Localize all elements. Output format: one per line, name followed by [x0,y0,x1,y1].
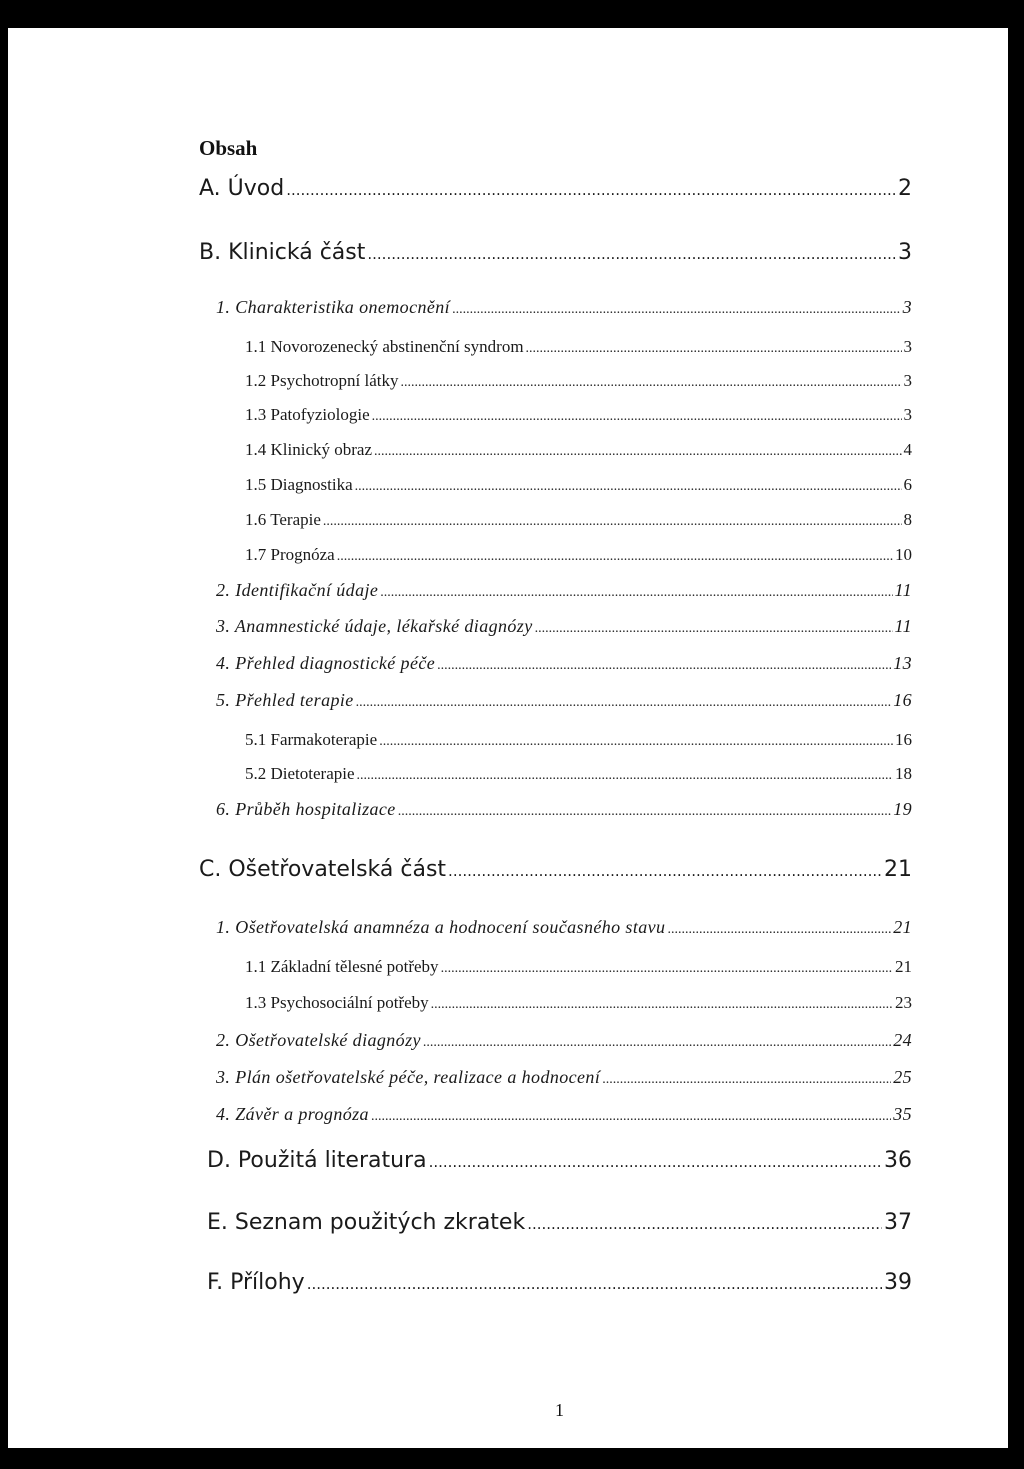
toc-entry-page: 24 [893,1030,912,1050]
toc-entry-page: 3 [903,337,912,356]
toc-entry-title: 1.7 Prognóza [245,545,335,564]
toc-leader-dots [667,922,891,938]
toc-entry-page: 11 [894,616,912,636]
toc-entry-page: 21 [884,857,912,882]
toc-entry-literature [207,1148,912,1173]
toc-entry-page: 18 [895,764,912,783]
toc-leader-dots [372,409,902,425]
toc-entry [216,1104,912,1125]
toc-entry-title: 1.6 Terapie [245,510,321,529]
toc-entry [216,1067,912,1088]
toc-leader-dots [448,862,882,880]
toc-entry [245,730,912,750]
toc-entry-title: 1.4 Klinický obraz [245,440,372,459]
toc-leader-dots [423,1035,891,1051]
toc-entry [245,371,912,391]
toc-leader-dots [535,621,893,637]
toc-leader-dots [356,695,892,711]
toc-entry [245,337,912,357]
toc-leader-dots [367,245,896,263]
toc-leader-dots [323,514,902,530]
toc-entry-title: A. Úvod [199,176,285,201]
toc-leader-dots [337,549,893,565]
toc-heading: Obsah [199,136,258,160]
toc-entry-abbreviations [207,1210,912,1235]
toc-entry-title: 4. Přehled diagnostické péče [216,653,436,673]
toc-leader-dots [379,734,893,750]
toc-entry [245,764,912,784]
toc-entry-page: 2 [898,176,912,201]
toc-entry-page: 37 [884,1210,912,1235]
toc-entry-title: F. Přílohy [207,1270,305,1295]
toc-entry [245,545,912,565]
toc-entry-page: 36 [884,1148,912,1173]
toc-entry-page: 3 [903,371,912,390]
toc-entry-page: 3 [903,405,912,424]
toc-entry-page: 23 [895,993,912,1012]
toc-entry-page: 25 [893,1067,912,1087]
toc-entry [216,690,912,711]
toc-entry-title: D. Použitá literatura [207,1148,427,1173]
toc-entry-clinical [199,240,912,265]
toc-entry-intro [199,176,912,201]
toc-leader-dots [398,804,892,820]
toc-entry-page: 3 [898,240,912,265]
toc-leader-dots [374,444,902,460]
toc-entry-title: 1.3 Psychosociální potřeby [245,993,429,1012]
toc-entry-title: 1.1 Základní tělesné potřeby [245,957,439,976]
toc-entry-title: 1. Ošetřovatelská anamnéza a hodnocení současného stavu [216,917,666,937]
toc-entry [216,917,912,938]
toc-entry-title: C. Ošetřovatelská část [199,857,447,882]
toc-leader-dots [431,997,893,1013]
toc-entry [245,957,912,977]
toc-entry-appendices [207,1270,912,1295]
toc-entry-title: E. Seznam použitých zkratek [207,1210,526,1235]
toc-entry-page: 10 [895,545,912,564]
toc-entry-page: 19 [893,799,912,819]
toc-entry [216,297,912,318]
page-number: 1 [555,1400,564,1420]
toc-entry-title: 1.5 Diagnostika [245,475,353,494]
toc-entry-page: 8 [903,510,912,529]
toc-entry [216,580,912,601]
toc-leader-dots [452,302,901,318]
toc-entry-title: 2. Identifikační údaje [216,580,379,600]
toc-entry-page: 3 [902,297,912,317]
toc-entry-title: 1.2 Psychotropní látky [245,371,399,390]
toc-entry-title: 5. Přehled terapie [216,690,354,710]
toc-leader-dots [429,1153,882,1171]
toc-entry-title: 3. Plán ošetřovatelské péče, realizace a hodnocení [216,1067,601,1087]
toc-entry [216,653,912,674]
toc-leader-dots [371,1109,891,1125]
toc-entry-title: 4. Závěr a prognóza [216,1104,369,1124]
toc-entry-title: B. Klinická část [199,240,366,265]
toc-entry-page: 11 [894,580,912,600]
toc-leader-dots [307,1275,882,1293]
toc-entry-title: 6. Průběh hospitalizace [216,799,396,819]
toc-entry-nursing [199,857,912,882]
toc-entry [216,1030,912,1051]
toc-leader-dots [602,1072,891,1088]
toc-entry-title: 1.1 Novorozenecký abstinenční syndrom [245,337,524,356]
toc-entry [245,440,912,460]
toc-entry-page: 21 [893,917,912,937]
toc-entry-title: 1. Charakteristika onemocnění [216,297,451,317]
toc-entry [216,616,912,637]
toc-entry [216,799,912,820]
toc-entry-title: 5.1 Farmakoterapie [245,730,378,749]
toc-entry-title: 5.2 Dietoterapie [245,764,355,783]
toc-entry [245,475,912,495]
toc-leader-dots [357,768,893,784]
toc-leader-dots [286,181,896,199]
toc-leader-dots [437,658,891,674]
toc-leader-dots [400,375,901,391]
toc-entry-page: 13 [893,653,912,673]
toc-leader-dots [380,585,892,601]
toc-entry-page: 21 [895,957,912,976]
toc-entry-page: 6 [903,475,912,494]
toc-leader-dots [355,479,902,495]
toc-leader-dots [526,341,902,357]
toc-entry-page: 16 [895,730,912,749]
toc-entry [245,993,912,1013]
toc-entry-page: 16 [893,690,912,710]
toc-entry-title: 2. Ošetřovatelské diagnózy [216,1030,421,1050]
toc-leader-dots [527,1215,882,1233]
toc-entry [245,405,912,425]
toc-entry [245,510,912,530]
toc-leader-dots [441,961,893,977]
toc-entry-page: 4 [903,440,912,459]
toc-entry-title: 3. Anamnestické údaje, lékařské diagnózy [216,616,533,636]
toc-entry-page: 35 [893,1104,912,1124]
toc-entry-page: 39 [884,1270,912,1295]
toc-entry-title: 1.3 Patofyziologie [245,405,370,424]
